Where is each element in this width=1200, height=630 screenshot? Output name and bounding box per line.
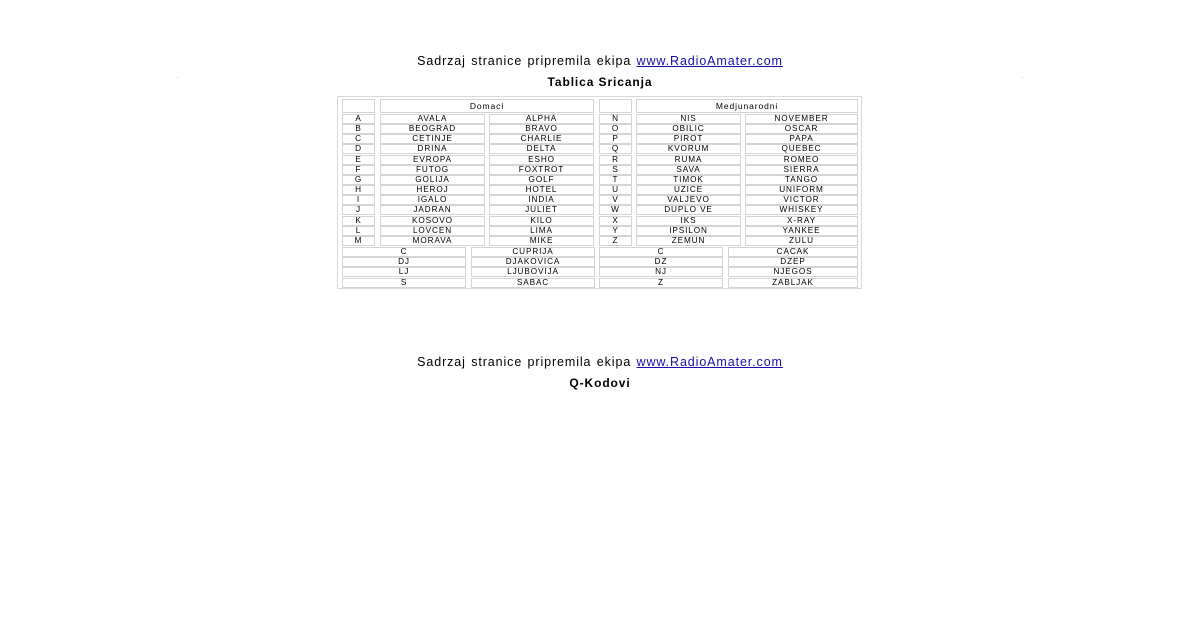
intl-word-cell: BRAVO (489, 124, 594, 134)
letter-cell: X (599, 216, 632, 226)
radioamater-link[interactable]: www.RadioAmater.com (636, 355, 783, 369)
domestic-word-cell: AVALA (380, 114, 485, 124)
letter-cell: I (342, 195, 375, 205)
intl-word-cell: ESHO (489, 155, 594, 165)
intl-word-cell: CHARLIE (489, 134, 594, 144)
letter-cell: L (342, 226, 375, 236)
letter-cell: U (599, 185, 632, 195)
domestic-word-cell: NIS (636, 114, 741, 124)
domestic-word-cell: OBILIC (636, 124, 741, 134)
intl-word-cell: TANGO (745, 175, 858, 185)
domestic-word-cell: DRINA (380, 144, 485, 154)
extra-letter-cell: C (599, 247, 723, 257)
letter-cell: V (599, 195, 632, 205)
extra-letter-cell: DZ (599, 257, 723, 267)
domestic-word-cell: DUPLO VE (636, 205, 741, 215)
domestic-word-cell: IPSILON (636, 226, 741, 236)
header-blank-cell (599, 99, 632, 113)
domestic-word-cell: HEROJ (380, 185, 485, 195)
domestic-word-cell: PIROT (636, 134, 741, 144)
intl-word-cell: INDIA (489, 195, 594, 205)
letter-cell: G (342, 175, 375, 185)
intl-word-cell: SIERRA (745, 165, 858, 175)
intl-word-cell: FOXTROT (489, 165, 594, 175)
intl-word-cell: MIKE (489, 236, 594, 246)
intl-word-cell: KILO (489, 216, 594, 226)
domestic-word-cell: VALJEVO (636, 195, 741, 205)
extra-word-cell: LJUBOVIJA (471, 267, 595, 277)
letter-cell: A (342, 114, 375, 124)
intl-word-cell: ROMEO (745, 155, 858, 165)
spelling-table (337, 96, 862, 289)
intl-word-cell: VICTOR (745, 195, 858, 205)
intl-word-cell: ALPHA (489, 114, 594, 124)
letter-cell: R (599, 155, 632, 165)
extra-letter-cell: Z (599, 278, 723, 288)
domestic-word-cell: JADRAN (380, 205, 485, 215)
credit-line-2 (0, 355, 1200, 369)
extra-letter-cell: S (342, 278, 466, 288)
domestic-word-cell: CETINJE (380, 134, 485, 144)
intl-word-cell: PAPA (745, 134, 858, 144)
letter-cell: O (599, 124, 632, 134)
letter-cell: C (342, 134, 375, 144)
extra-word-cell: DJAKOVICA (471, 257, 595, 267)
letter-cell: D (342, 144, 375, 154)
page-title-spelling-table: Tablica Sricanja (547, 75, 653, 89)
intl-word-cell: ZULU (745, 236, 858, 246)
letter-cell: P (599, 134, 632, 144)
letter-cell: J (342, 205, 375, 215)
intl-word-cell: DELTA (489, 144, 594, 154)
domestic-word-cell: EVROPA (380, 155, 485, 165)
credit-text: Sadrzaj stranice pripremila ekipa (417, 355, 637, 369)
domestic-word-cell: IKS (636, 216, 741, 226)
letter-cell: Z (599, 236, 632, 246)
domestic-word-cell: SAVA (636, 165, 741, 175)
letter-cell: E (342, 155, 375, 165)
extra-word-cell: SABAC (471, 278, 595, 288)
letter-cell: Q (599, 144, 632, 154)
extra-word-cell: ZABLJAK (728, 278, 858, 288)
intl-word-cell: QUEBEC (745, 144, 858, 154)
extra-letter-cell: LJ (342, 267, 466, 277)
domestic-word-cell: IGALO (380, 195, 485, 205)
intl-word-cell: GOLF (489, 175, 594, 185)
extra-letter-cell: DJ (342, 257, 466, 267)
credit-line-1 (0, 54, 1200, 68)
letter-cell: B (342, 124, 375, 134)
intl-word-cell: WHISKEY (745, 205, 858, 215)
letter-cell: K (342, 216, 375, 226)
domestic-word-cell: BEOGRAD (380, 124, 485, 134)
letter-cell: S (599, 165, 632, 175)
extra-word-cell: CACAK (728, 247, 858, 257)
domestic-word-cell: GOLIJA (380, 175, 485, 185)
letter-cell: H (342, 185, 375, 195)
intl-word-cell: UNIFORM (745, 185, 858, 195)
letter-cell: W (599, 205, 632, 215)
extra-letter-cell: NJ (599, 267, 723, 277)
domestic-word-cell: FUTOG (380, 165, 485, 175)
extra-word-cell: CUPRIJA (471, 247, 595, 257)
domestic-word-cell: KVORUM (636, 144, 741, 154)
intl-word-cell: X-RAY (745, 216, 858, 226)
intl-word-cell: LIMA (489, 226, 594, 236)
domestic-word-cell: MORAVA (380, 236, 485, 246)
intl-word-cell: JULIET (489, 205, 594, 215)
domestic-word-cell: RUMA (636, 155, 741, 165)
letter-cell: M (342, 236, 375, 246)
domestic-word-cell: UZICE (636, 185, 741, 195)
intl-word-cell: YANKEE (745, 226, 858, 236)
header-domestic: Domaci (380, 99, 594, 113)
intl-word-cell: OSCAR (745, 124, 858, 134)
domestic-word-cell: TIMOK (636, 175, 741, 185)
letter-cell: N (599, 114, 632, 124)
letter-cell: F (342, 165, 375, 175)
domestic-word-cell: ZEMUN (636, 236, 741, 246)
extra-word-cell: DZEP (728, 257, 858, 267)
domestic-word-cell: LOVCEN (380, 226, 485, 236)
radioamater-link[interactable]: www.RadioAmater.com (636, 54, 783, 68)
page-title-q-codes: Q-Kodovi (569, 376, 631, 390)
intl-word-cell: HOTEL (489, 185, 594, 195)
extra-letter-cell: C (342, 247, 466, 257)
letter-cell: Y (599, 226, 632, 236)
header-international: Medjunarodni (636, 99, 858, 113)
domestic-word-cell: KOSOVO (380, 216, 485, 226)
letter-cell: T (599, 175, 632, 185)
header-blank-cell (342, 99, 375, 113)
extra-word-cell: NJEGOS (728, 267, 858, 277)
intl-word-cell: NOVEMBER (745, 114, 858, 124)
credit-text: Sadrzaj stranice pripremila ekipa (417, 54, 637, 68)
